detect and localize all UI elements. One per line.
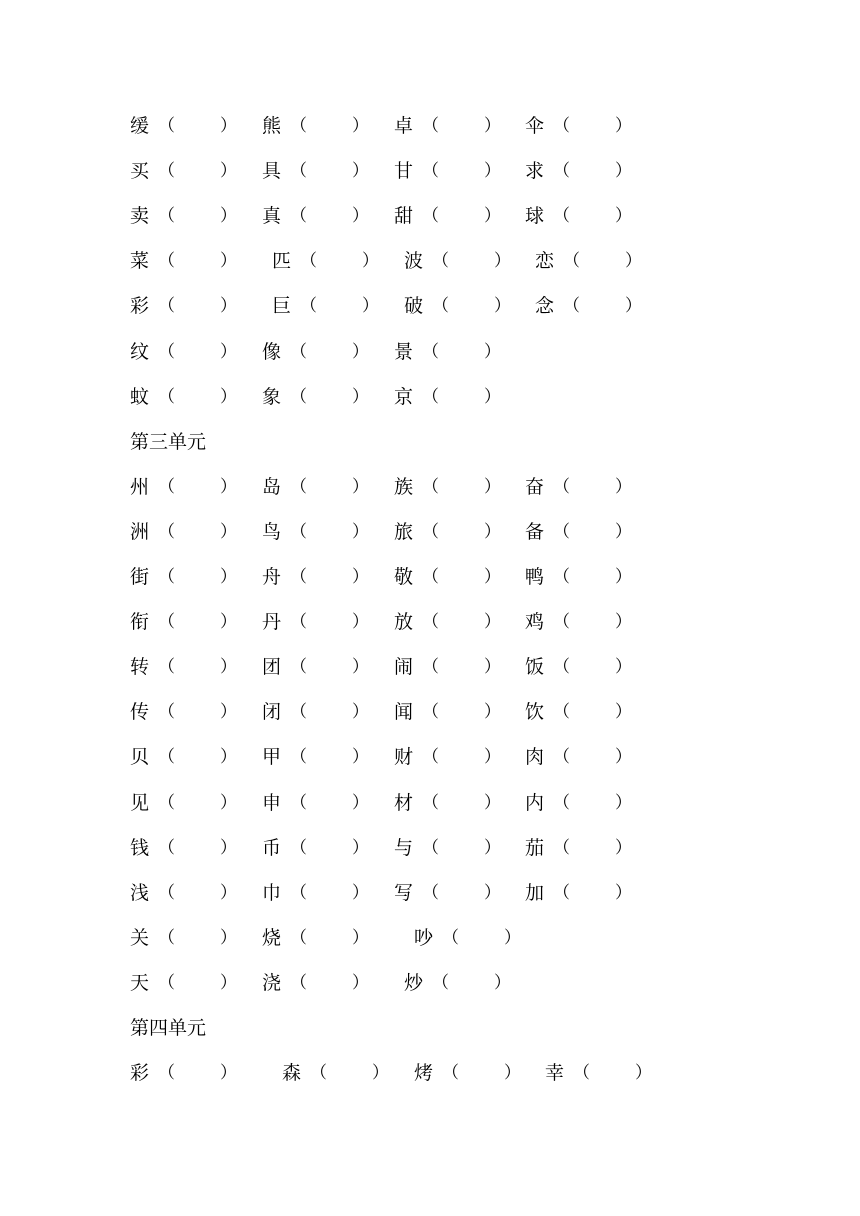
answer-blank-open-paren: （ (422, 657, 439, 677)
answer-blank-close-paren: ） (615, 612, 632, 632)
character: 卖 (130, 205, 150, 227)
answer-blank-close-paren: ） (220, 116, 237, 136)
answer-blank-open-paren: （ (422, 522, 439, 542)
answer-blank-open-paren: （ (553, 657, 570, 677)
answer-blank-close-paren: ） (615, 206, 632, 226)
answer-blank-open-paren: （ (158, 838, 175, 858)
answer-blank-close-paren: ） (352, 928, 369, 948)
character: 景 (394, 341, 414, 363)
answer-blank-open-paren: （ (158, 928, 175, 948)
unit-heading: 第四单元 (130, 1017, 207, 1039)
character: 鸭 (525, 566, 545, 588)
answer-blank-open-paren: （ (300, 296, 317, 316)
answer-blank-open-paren: （ (158, 1063, 175, 1083)
character: 匹 (272, 250, 292, 272)
answer-blank-open-paren: （ (553, 567, 570, 587)
answer-blank-open-paren: （ (422, 477, 439, 497)
character: 团 (262, 656, 282, 678)
character: 闻 (394, 701, 414, 723)
answer-blank-open-paren: （ (310, 1063, 327, 1083)
answer-blank-open-paren: （ (290, 477, 307, 497)
character: 鸟 (262, 521, 282, 543)
answer-blank-open-paren: （ (158, 657, 175, 677)
character-row (0, 607, 860, 637)
answer-blank-open-paren: （ (158, 161, 175, 181)
character: 纹 (130, 341, 150, 363)
answer-blank-open-paren: （ (290, 702, 307, 722)
answer-blank-close-paren: ） (352, 161, 369, 181)
answer-blank-open-paren: （ (422, 793, 439, 813)
character-row (0, 1058, 860, 1088)
character: 彩 (130, 1062, 150, 1084)
answer-blank-open-paren: （ (553, 702, 570, 722)
answer-blank-open-paren: （ (158, 522, 175, 542)
answer-blank-close-paren: ） (362, 251, 379, 271)
answer-blank-open-paren: （ (553, 116, 570, 136)
character: 烧 (262, 927, 282, 949)
character-row (0, 878, 860, 908)
answer-blank-open-paren: （ (290, 206, 307, 226)
character: 伞 (525, 115, 545, 137)
character: 菜 (130, 250, 150, 272)
answer-blank-close-paren: ） (352, 342, 369, 362)
character: 族 (394, 476, 414, 498)
character: 甲 (262, 746, 282, 768)
answer-blank-close-paren: ） (220, 657, 237, 677)
character: 吵 (414, 927, 434, 949)
character: 巾 (262, 882, 282, 904)
character: 京 (394, 386, 414, 408)
answer-blank-close-paren: ） (220, 1063, 237, 1083)
answer-blank-close-paren: ） (220, 838, 237, 858)
answer-blank-open-paren: （ (158, 387, 175, 407)
answer-blank-open-paren: （ (158, 883, 175, 903)
character: 甘 (394, 160, 414, 182)
character-row (0, 472, 860, 502)
answer-blank-open-paren: （ (422, 161, 439, 181)
answer-blank-close-paren: ） (484, 567, 501, 587)
character: 加 (525, 882, 545, 904)
answer-blank-open-paren: （ (158, 702, 175, 722)
answer-blank-close-paren: ） (352, 657, 369, 677)
character: 巨 (272, 295, 292, 317)
answer-blank-open-paren: （ (158, 567, 175, 587)
character: 鸡 (525, 611, 545, 633)
answer-blank-open-paren: （ (158, 477, 175, 497)
answer-blank-open-paren: （ (290, 973, 307, 993)
character: 象 (262, 386, 282, 408)
character-row (0, 246, 860, 276)
character-row (0, 382, 860, 412)
answer-blank-open-paren: （ (422, 747, 439, 767)
character-row (0, 337, 860, 367)
character: 真 (262, 205, 282, 227)
answer-blank-open-paren: （ (290, 747, 307, 767)
answer-blank-open-paren: （ (290, 883, 307, 903)
answer-blank-open-paren: （ (432, 251, 449, 271)
answer-blank-open-paren: （ (290, 612, 307, 632)
character: 幸 (545, 1062, 565, 1084)
answer-blank-close-paren: ） (484, 387, 501, 407)
answer-blank-close-paren: ） (615, 161, 632, 181)
character: 财 (394, 746, 414, 768)
answer-blank-close-paren: ） (220, 161, 237, 181)
answer-blank-open-paren: （ (432, 296, 449, 316)
character: 转 (130, 656, 150, 678)
character: 钱 (130, 837, 150, 859)
answer-blank-open-paren: （ (158, 116, 175, 136)
character-row (0, 652, 860, 682)
character: 闭 (262, 701, 282, 723)
answer-blank-close-paren: ） (625, 251, 642, 271)
answer-blank-close-paren: ） (615, 793, 632, 813)
character: 奋 (525, 476, 545, 498)
answer-blank-close-paren: ） (352, 477, 369, 497)
answer-blank-close-paren: ） (220, 567, 237, 587)
answer-blank-open-paren: （ (290, 567, 307, 587)
answer-blank-close-paren: ） (615, 702, 632, 722)
answer-blank-close-paren: ） (352, 838, 369, 858)
answer-blank-open-paren: （ (290, 838, 307, 858)
character-row (0, 968, 860, 998)
answer-blank-close-paren: ） (484, 883, 501, 903)
character: 材 (394, 792, 414, 814)
answer-blank-close-paren: ） (352, 522, 369, 542)
answer-blank-close-paren: ） (352, 747, 369, 767)
character-row (0, 923, 860, 953)
answer-blank-open-paren: （ (158, 342, 175, 362)
answer-blank-open-paren: （ (553, 883, 570, 903)
answer-blank-open-paren: （ (553, 477, 570, 497)
unit-heading: 第三单元 (130, 431, 207, 453)
character: 浅 (130, 882, 150, 904)
answer-blank-close-paren: ） (220, 612, 237, 632)
character: 波 (404, 250, 424, 272)
answer-blank-close-paren: ） (484, 612, 501, 632)
answer-blank-close-paren: ） (220, 477, 237, 497)
character: 卓 (394, 115, 414, 137)
answer-blank-open-paren: （ (553, 612, 570, 632)
answer-blank-close-paren: ） (484, 657, 501, 677)
answer-blank-open-paren: （ (422, 387, 439, 407)
answer-blank-close-paren: ） (220, 702, 237, 722)
character-row (0, 697, 860, 727)
answer-blank-open-paren: （ (432, 973, 449, 993)
character-row (0, 562, 860, 592)
answer-blank-close-paren: ） (220, 973, 237, 993)
answer-blank-open-paren: （ (422, 838, 439, 858)
answer-blank-close-paren: ） (372, 1063, 389, 1083)
character: 岛 (262, 476, 282, 498)
answer-blank-close-paren: ） (220, 793, 237, 813)
answer-blank-open-paren: （ (422, 206, 439, 226)
character: 洲 (130, 521, 150, 543)
answer-blank-close-paren: ） (615, 477, 632, 497)
character: 破 (404, 295, 424, 317)
answer-blank-open-paren: （ (290, 387, 307, 407)
character-row (0, 833, 860, 863)
answer-blank-close-paren: ） (484, 342, 501, 362)
answer-blank-close-paren: ） (615, 116, 632, 136)
answer-blank-open-paren: （ (422, 612, 439, 632)
character: 肉 (525, 746, 545, 768)
answer-blank-open-paren: （ (300, 251, 317, 271)
answer-blank-open-paren: （ (563, 251, 580, 271)
character: 与 (394, 837, 414, 859)
answer-blank-open-paren: （ (422, 883, 439, 903)
character-row (0, 111, 860, 141)
character: 茄 (525, 837, 545, 859)
answer-blank-close-paren: ） (352, 793, 369, 813)
answer-blank-close-paren: ） (484, 747, 501, 767)
answer-blank-close-paren: ） (615, 522, 632, 542)
character: 旅 (394, 521, 414, 543)
answer-blank-open-paren: （ (158, 793, 175, 813)
answer-blank-open-paren: （ (290, 342, 307, 362)
character-row (0, 517, 860, 547)
answer-blank-close-paren: ） (484, 161, 501, 181)
character: 备 (525, 521, 545, 543)
answer-blank-close-paren: ） (352, 387, 369, 407)
character: 饭 (525, 656, 545, 678)
answer-blank-close-paren: ） (615, 657, 632, 677)
answer-blank-open-paren: （ (422, 116, 439, 136)
character: 贝 (130, 746, 150, 768)
character: 求 (525, 160, 545, 182)
character: 缓 (130, 115, 150, 137)
character: 炒 (404, 972, 424, 994)
answer-blank-close-paren: ） (494, 251, 511, 271)
character: 传 (130, 701, 150, 723)
answer-blank-close-paren: ） (220, 928, 237, 948)
character: 念 (535, 295, 555, 317)
answer-blank-close-paren: ） (220, 206, 237, 226)
answer-blank-open-paren: （ (422, 567, 439, 587)
answer-blank-close-paren: ） (504, 1063, 521, 1083)
character: 州 (130, 476, 150, 498)
answer-blank-close-paren: ） (484, 206, 501, 226)
answer-blank-open-paren: （ (158, 251, 175, 271)
character: 放 (394, 611, 414, 633)
character-row (0, 291, 860, 321)
answer-blank-open-paren: （ (553, 793, 570, 813)
answer-blank-close-paren: ） (352, 973, 369, 993)
character: 像 (262, 341, 282, 363)
answer-blank-close-paren: ） (352, 567, 369, 587)
character: 丹 (262, 611, 282, 633)
answer-blank-close-paren: ） (615, 567, 632, 587)
character: 具 (262, 160, 282, 182)
answer-blank-close-paren: ） (220, 296, 237, 316)
character: 熊 (262, 115, 282, 137)
character: 舟 (262, 566, 282, 588)
character: 关 (130, 927, 150, 949)
character: 敬 (394, 566, 414, 588)
answer-blank-open-paren: （ (290, 928, 307, 948)
answer-blank-close-paren: ） (352, 206, 369, 226)
answer-blank-open-paren: （ (563, 296, 580, 316)
answer-blank-open-paren: （ (290, 116, 307, 136)
character-row (0, 201, 860, 231)
answer-blank-close-paren: ） (494, 296, 511, 316)
answer-blank-close-paren: ） (352, 116, 369, 136)
answer-blank-open-paren: （ (290, 657, 307, 677)
character: 饮 (525, 701, 545, 723)
answer-blank-close-paren: ） (615, 747, 632, 767)
answer-blank-open-paren: （ (290, 793, 307, 813)
answer-blank-close-paren: ） (220, 387, 237, 407)
answer-blank-open-paren: （ (553, 206, 570, 226)
answer-blank-close-paren: ） (484, 477, 501, 497)
answer-blank-open-paren: （ (158, 296, 175, 316)
character: 蚊 (130, 386, 150, 408)
answer-blank-close-paren: ） (484, 702, 501, 722)
answer-blank-close-paren: ） (352, 702, 369, 722)
answer-blank-open-paren: （ (290, 161, 307, 181)
answer-blank-open-paren: （ (290, 522, 307, 542)
answer-blank-close-paren: ） (484, 793, 501, 813)
character: 甜 (394, 205, 414, 227)
answer-blank-close-paren: ） (635, 1063, 652, 1083)
character: 烤 (414, 1062, 434, 1084)
answer-blank-close-paren: ） (504, 928, 521, 948)
answer-blank-close-paren: ） (615, 838, 632, 858)
answer-blank-close-paren: ） (220, 747, 237, 767)
answer-blank-close-paren: ） (484, 116, 501, 136)
character-row (0, 788, 860, 818)
answer-blank-close-paren: ） (625, 296, 642, 316)
answer-blank-open-paren: （ (442, 928, 459, 948)
character: 申 (262, 792, 282, 814)
character: 见 (130, 792, 150, 814)
answer-blank-open-paren: （ (573, 1063, 590, 1083)
answer-blank-close-paren: ） (220, 522, 237, 542)
answer-blank-open-paren: （ (158, 206, 175, 226)
character: 内 (525, 792, 545, 814)
answer-blank-close-paren: ） (220, 342, 237, 362)
character: 币 (262, 837, 282, 859)
character: 球 (525, 205, 545, 227)
character-row (0, 742, 860, 772)
character: 彩 (130, 295, 150, 317)
answer-blank-open-paren: （ (158, 612, 175, 632)
answer-blank-close-paren: ） (362, 296, 379, 316)
answer-blank-open-paren: （ (553, 747, 570, 767)
character: 恋 (535, 250, 555, 272)
answer-blank-close-paren: ） (220, 883, 237, 903)
answer-blank-open-paren: （ (158, 747, 175, 767)
character: 街 (130, 566, 150, 588)
answer-blank-close-paren: ） (484, 838, 501, 858)
answer-blank-open-paren: （ (422, 342, 439, 362)
answer-blank-open-paren: （ (553, 522, 570, 542)
character: 闹 (394, 656, 414, 678)
character: 衔 (130, 611, 150, 633)
character: 浇 (262, 972, 282, 994)
character-row (0, 156, 860, 186)
answer-blank-open-paren: （ (158, 973, 175, 993)
answer-blank-close-paren: ） (615, 883, 632, 903)
answer-blank-close-paren: ） (352, 883, 369, 903)
character: 写 (394, 882, 414, 904)
answer-blank-open-paren: （ (553, 838, 570, 858)
answer-blank-close-paren: ） (494, 973, 511, 993)
character: 森 (282, 1062, 302, 1084)
character: 买 (130, 160, 150, 182)
answer-blank-open-paren: （ (442, 1063, 459, 1083)
answer-blank-close-paren: ） (484, 522, 501, 542)
character: 天 (130, 972, 150, 994)
answer-blank-close-paren: ） (220, 251, 237, 271)
answer-blank-open-paren: （ (422, 702, 439, 722)
answer-blank-close-paren: ） (352, 612, 369, 632)
answer-blank-open-paren: （ (553, 161, 570, 181)
